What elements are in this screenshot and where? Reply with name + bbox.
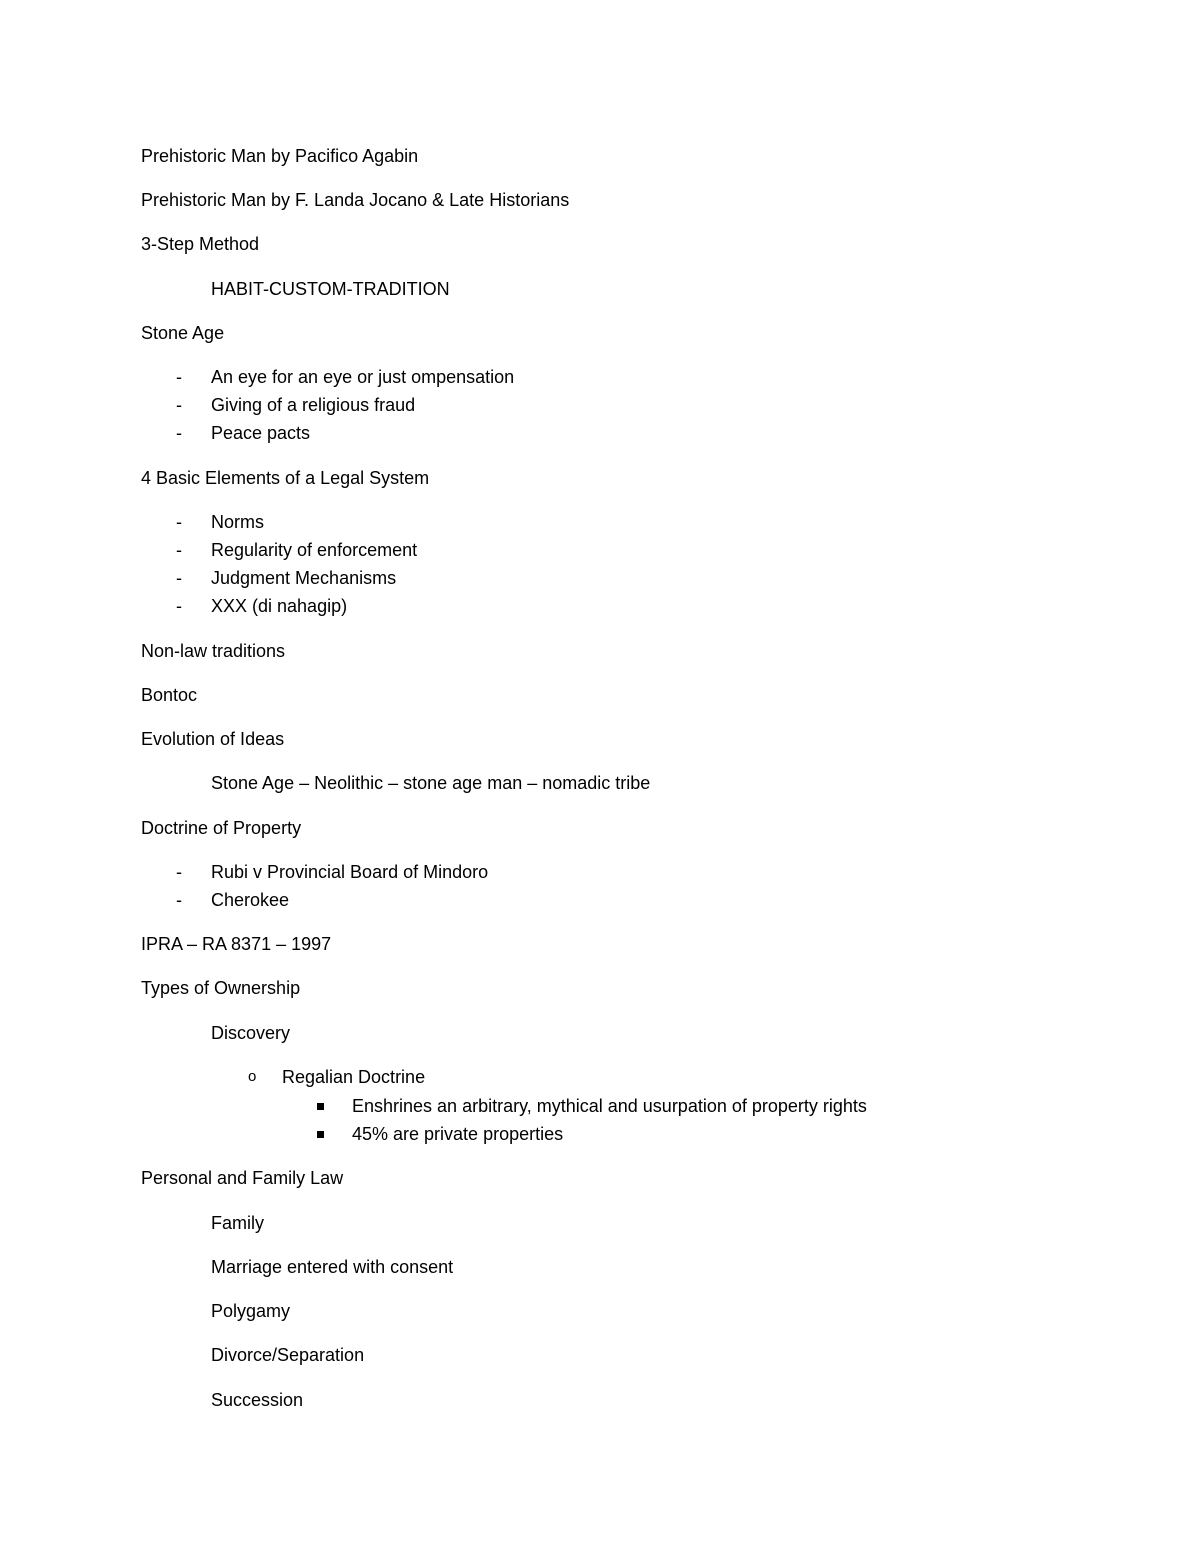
- section-heading: Stone Age: [141, 323, 225, 343]
- indented-paragraph: Divorce/Separation: [211, 1345, 365, 1365]
- paragraph: Prehistoric Man by F. Landa Jocano & Late Historians: [141, 190, 570, 210]
- list-item-text: Giving of a religious fraud: [211, 395, 416, 415]
- section-heading: Doctrine of Property: [141, 818, 302, 838]
- paragraph: Prehistoric Man by Pacifico Agabin: [141, 146, 419, 166]
- list-item: [0, 595, 1200, 617]
- dash-bullet: -: [176, 568, 182, 588]
- list-item: [0, 889, 1200, 911]
- section-heading: Evolution of Ideas: [141, 729, 285, 749]
- list-item: [0, 394, 1200, 416]
- list-item-text: Rubi v Provincial Board of Mindoro: [211, 862, 489, 882]
- section-heading: 4 Basic Elements of a Legal System: [141, 468, 430, 488]
- list-item: [0, 567, 1200, 589]
- section-heading: Types of Ownership: [141, 978, 301, 998]
- list-item-text: Enshrines an arbitrary, mythical and usurpation of property rights: [352, 1096, 867, 1116]
- dash-bullet: -: [176, 395, 182, 415]
- list-item-text: An eye for an eye or just ompensation: [211, 367, 515, 387]
- list-item-text: Norms: [211, 512, 264, 532]
- indented-paragraph: Stone Age – Neolithic – stone age man – nomadic tribe: [211, 773, 651, 793]
- dash-bullet: -: [176, 862, 182, 882]
- indented-paragraph: HABIT-CUSTOM-TRADITION: [211, 279, 450, 299]
- indented-paragraph: Succession: [211, 1390, 304, 1410]
- list-item-text: Regalian Doctrine: [282, 1067, 426, 1087]
- list-item: [0, 861, 1200, 883]
- indented-paragraph: Discovery: [211, 1023, 291, 1043]
- section-heading: IPRA – RA 8371 – 1997: [141, 934, 332, 954]
- indented-paragraph: Polygamy: [211, 1301, 291, 1321]
- list-item-text: Judgment Mechanisms: [211, 568, 397, 588]
- section-heading: Bontoc: [141, 685, 198, 705]
- list-item: [0, 366, 1200, 388]
- indented-paragraph: Marriage entered with consent: [211, 1257, 454, 1277]
- dash-bullet: -: [176, 367, 182, 387]
- dash-bullet: -: [176, 890, 182, 910]
- dash-bullet: -: [176, 512, 182, 532]
- list-item: [0, 511, 1200, 533]
- dash-bullet: -: [176, 423, 182, 443]
- list-item: [0, 539, 1200, 561]
- list-item: [0, 422, 1200, 444]
- dash-bullet: -: [176, 540, 182, 560]
- list-item-text: Cherokee: [211, 890, 290, 910]
- circle-bullet: o: [248, 1068, 257, 1085]
- section-heading: 3-Step Method: [141, 234, 260, 254]
- list-item-text: Regularity of enforcement: [211, 540, 418, 560]
- list-item-text: 45% are private properties: [352, 1124, 564, 1144]
- list-item: [0, 1066, 1200, 1088]
- square-bullet-icon: [317, 1103, 324, 1110]
- indented-paragraph: Family: [211, 1213, 264, 1233]
- dash-bullet: -: [176, 596, 182, 616]
- list-item: [0, 1095, 1200, 1117]
- list-item: [0, 1123, 1200, 1145]
- square-bullet-icon: [317, 1131, 324, 1138]
- list-item-text: Peace pacts: [211, 423, 311, 443]
- list-item-text: XXX (di nahagip): [211, 596, 348, 616]
- section-heading: Personal and Family Law: [141, 1168, 344, 1188]
- section-heading: Non-law traditions: [141, 641, 286, 661]
